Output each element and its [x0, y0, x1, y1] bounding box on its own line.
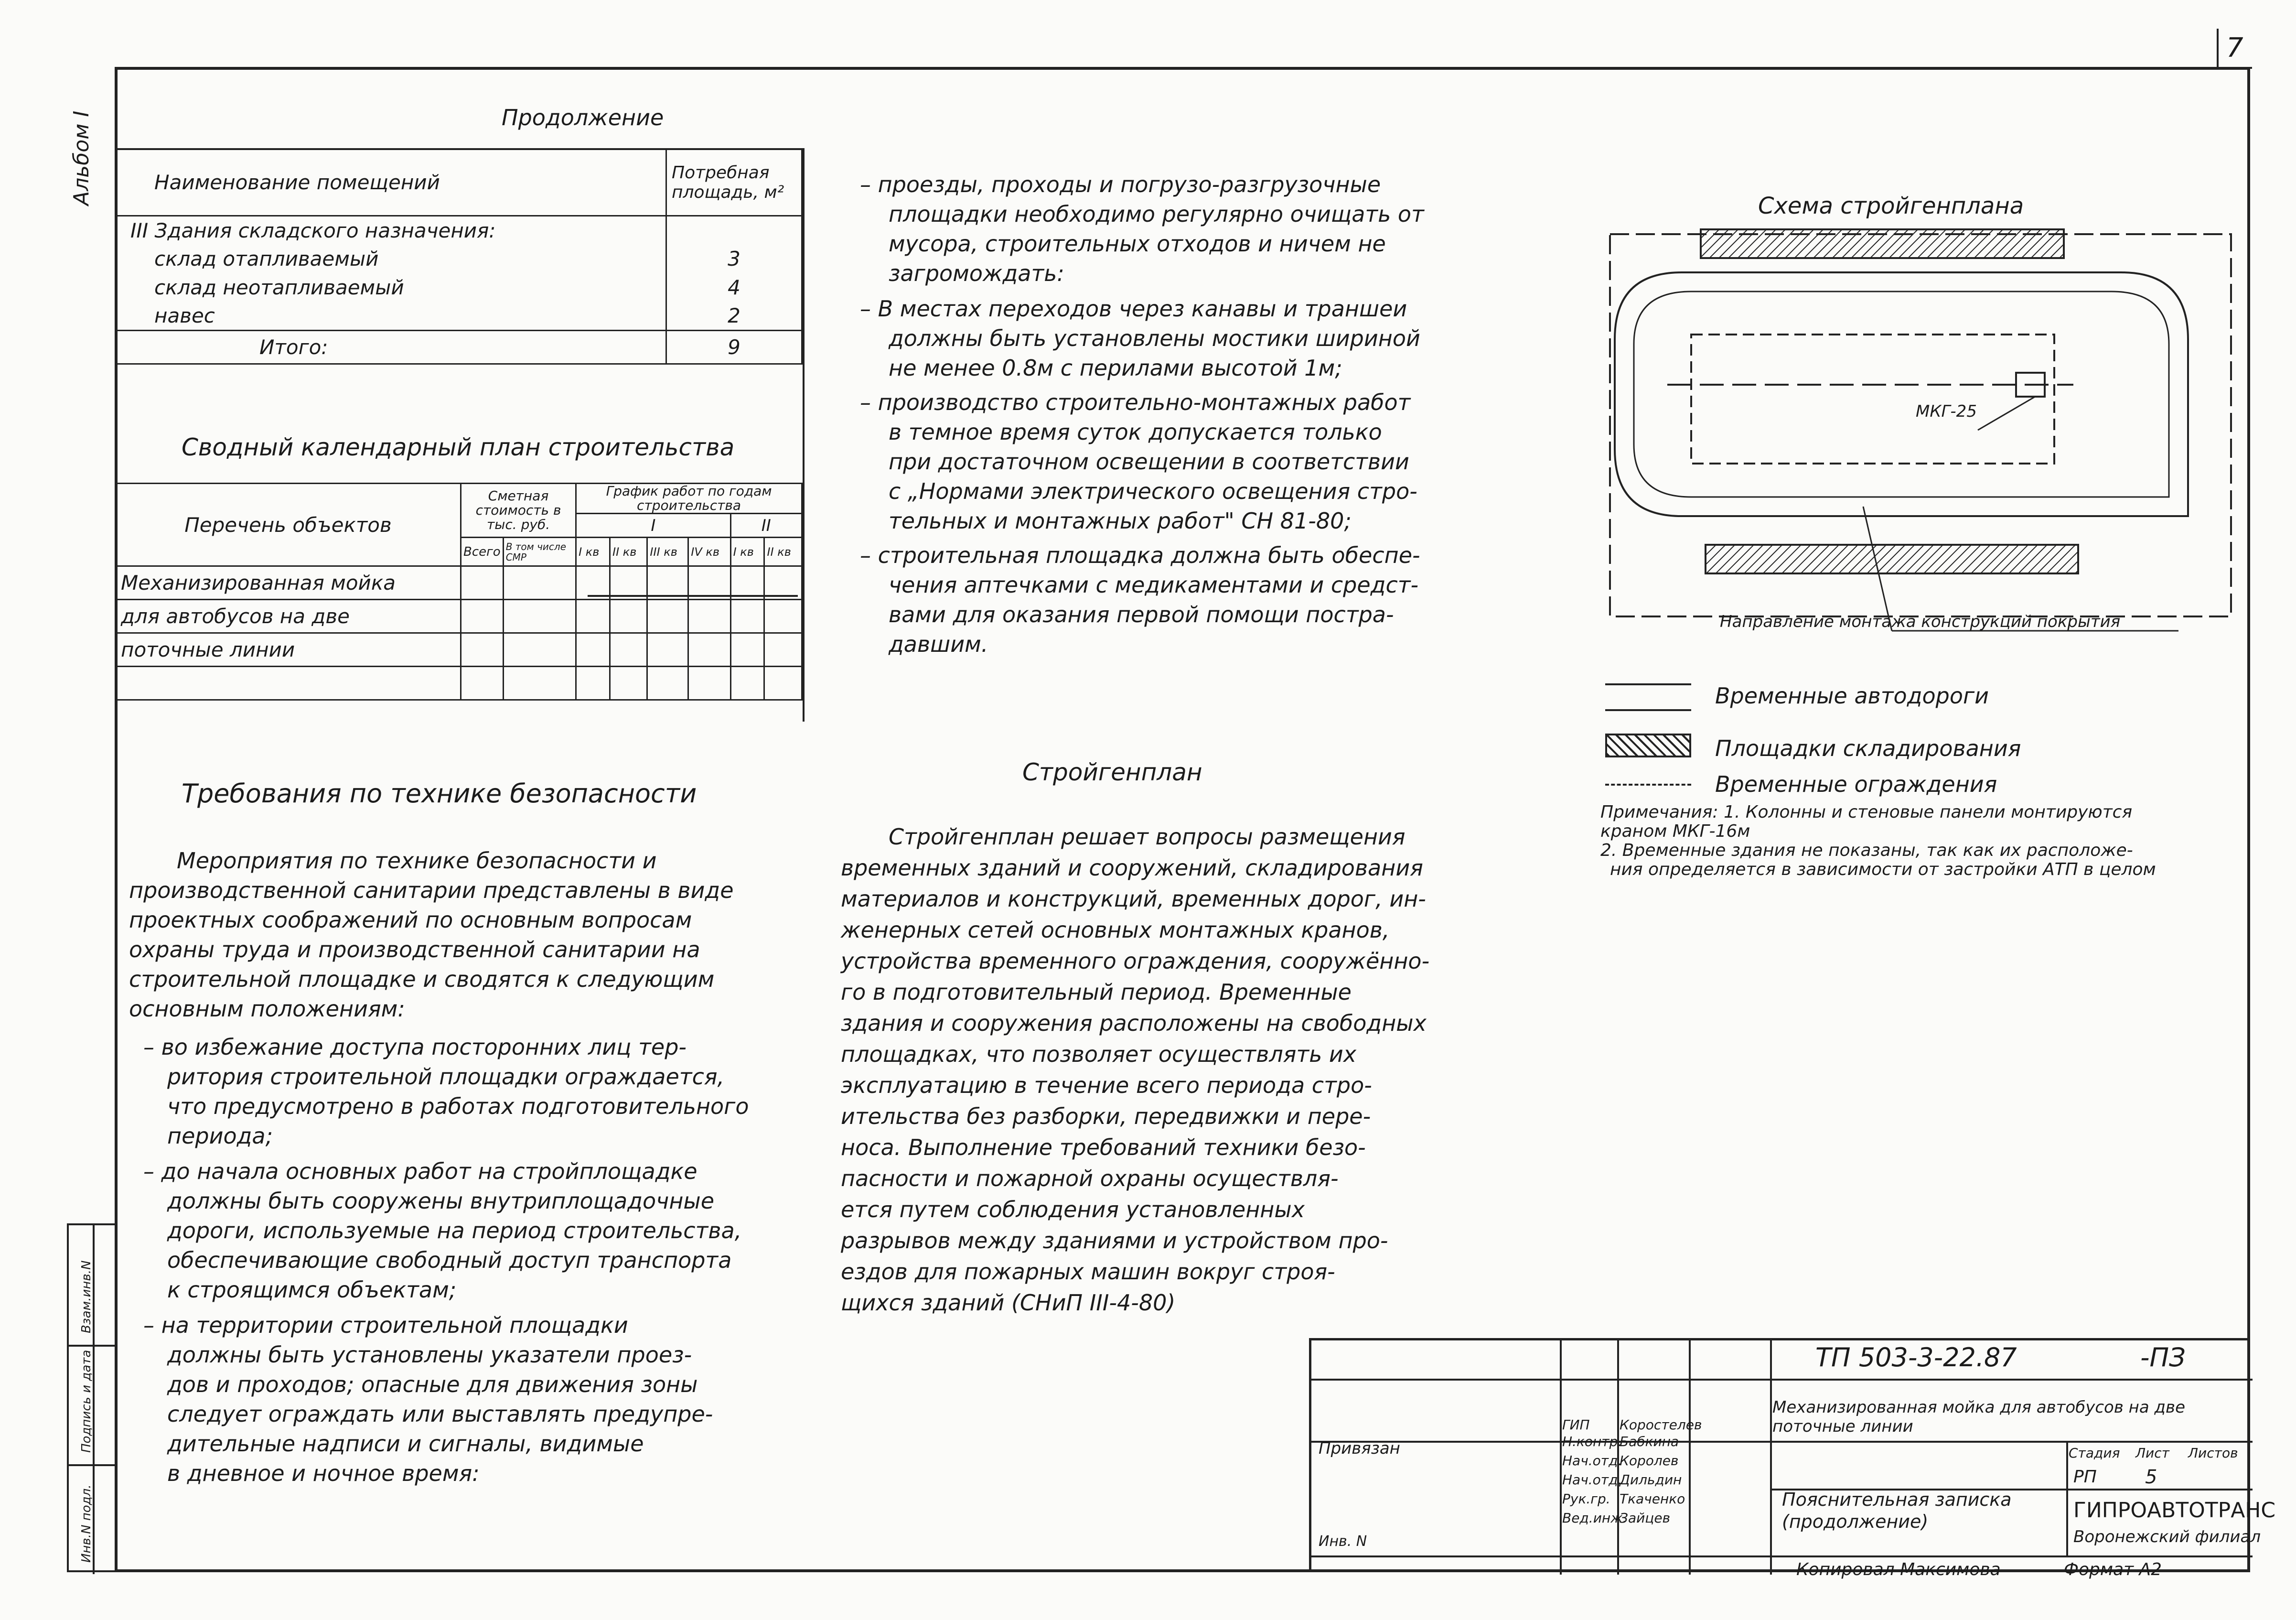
stamp-name: Дильдин [1620, 1472, 1682, 1488]
middle-line: – строительная площадка должна быть обеспе- [860, 542, 1420, 568]
stamp-name: Коростелев [1620, 1417, 1702, 1433]
cal-quarter: IV кв [688, 538, 730, 566]
cal-quarter: II кв [610, 538, 647, 566]
crane-leader [1978, 397, 2035, 430]
left-column-divider [803, 148, 805, 722]
rooms-header-area: Потребная площадь, м² [666, 149, 802, 216]
calendar-table [115, 483, 803, 701]
safety-line: дительные надписи и сигналы, видимые [167, 1431, 644, 1457]
scheme-title: Схема стройгенплана [1758, 193, 2024, 219]
safety-line: – во избежание доступа посторонних лиц тер- [143, 1034, 687, 1060]
stroygenplan-scheme [1596, 220, 2245, 650]
safety-title: Требования по технике безопасности [182, 778, 697, 809]
schedule-bar [588, 595, 798, 597]
stamp-col-sheet: Лист [2135, 1445, 2169, 1461]
stroygenplan-title: Стройгенплан [1022, 758, 1202, 786]
middle-line: давшим. [889, 631, 988, 657]
stamp-org-branch: Воронежский филиал [2073, 1527, 2261, 1546]
storage-area-top [1701, 229, 2064, 258]
stamp-inv: Инв. N [1319, 1533, 1367, 1550]
middle-line: мусора, строительных отходов и ничем не [889, 231, 1386, 257]
safety-line: проектных соображений по основным вопросам [129, 907, 692, 933]
stamp-stage: РП [2073, 1467, 2097, 1487]
stamp-sheet: 5 [2145, 1466, 2157, 1488]
building-outline [1691, 335, 2054, 464]
middle-line: должны быть установлены мостики шириной [889, 325, 1420, 351]
notes-line: краном МКГ-16м [1600, 821, 1750, 841]
cal-year-2: II [730, 514, 802, 538]
middle-line: площадки необходимо регулярно очищать от [889, 201, 1424, 227]
stroygenplan-line: временных зданий и сооружений, складирования [841, 855, 1423, 881]
safety-line: периода; [167, 1123, 273, 1149]
safety-line: должны быть сооружены внутриплощадочные [167, 1188, 715, 1214]
stamp-doc-name: Пояснительная записка (продолжение) [1782, 1489, 2012, 1532]
stamp-col-sheets: Листов [2188, 1445, 2238, 1461]
rooms-total-value: 9 [666, 331, 802, 364]
cal-col-smr: В том числе СМР [503, 538, 576, 566]
stroygenplan-line: ездов для пожарных машин вокруг строя- [841, 1259, 1335, 1285]
legend-storage-symbol [1605, 734, 1691, 757]
copied-by: Копировал Максимова [1796, 1560, 2001, 1579]
safety-line: что предусмотрено в работах подготовительного [167, 1093, 749, 1119]
stamp-code: ТП 503-3-22.87 [1815, 1342, 2017, 1372]
cal-quarter: III кв [647, 538, 688, 566]
stroygenplan-line: разрывов между зданиями и устройством про- [841, 1228, 1388, 1253]
safety-line: строительной площадке и сводятся к следующим [129, 966, 715, 992]
safety-line: Мероприятия по технике безопасности и [177, 848, 657, 874]
cal-object-line: поточные линии [116, 633, 461, 667]
stroygenplan-line: женерных сетей основных монтажных кранов, [841, 917, 1390, 943]
direction-label: Направление монтажа конструкций покрытия [1720, 612, 2121, 631]
stamp-project-name: Механизированная мойка для автобусов на две поточные линии [1772, 1398, 2185, 1436]
stamp-role: ГИП [1562, 1417, 1590, 1433]
cal-quarter: II кв [764, 538, 802, 566]
notes-line: 2. Временные здания не показаны, так как их расположе- [1600, 841, 2133, 860]
stroygenplan-line: го в подготовительный период. Временные [841, 979, 1352, 1005]
middle-line: – проезды, проходы и погрузо-разгрузочные [860, 172, 1381, 197]
stamp-sheet-type: -ПЗ [2140, 1342, 2186, 1372]
middle-line: не менее 0.8м с перилами высотой 1м; [889, 355, 1342, 381]
rooms-row-value: 3 [666, 245, 802, 273]
crane-label: МКГ-25 [1916, 402, 1977, 421]
cal-object-line: Механизированная мойка [116, 566, 461, 600]
safety-line: дов и проходов; опасные для движения зоны [167, 1372, 698, 1397]
rooms-row-value [666, 216, 802, 245]
stroygenplan-line: Стройгенплан решает вопросы размещения [889, 824, 1405, 850]
safety-line: – до начала основных работ на стройплощадке [143, 1158, 697, 1184]
middle-line: вами для оказания первой помощи постра- [889, 602, 1394, 627]
side-stamp-vzam: Взам.инв.N [79, 1260, 94, 1333]
cal-header-cost: Сметная стоимость в тыс. руб. [461, 484, 576, 538]
legend-fence-symbol [1605, 784, 1691, 788]
legend-road-symbol [1605, 683, 1691, 711]
rooms-total-label: Итого: [116, 331, 666, 364]
stamp-role: Вед.инж. [1562, 1510, 1627, 1526]
continuation-label: Продолжение [502, 105, 664, 130]
cal-header-objects: Перечень объектов [116, 484, 461, 566]
notes-line: Примечания: 1. Колонны и стеновые панели монтируются [1600, 802, 2133, 822]
stroygenplan-line: эксплуатацию в течение всего периода стро- [841, 1072, 1372, 1098]
calendar-title: Сводный календарный план строительства [182, 433, 735, 461]
album-label: Альбом I [69, 110, 94, 205]
stamp-role: Рук.гр. [1562, 1491, 1610, 1507]
stroygenplan-line: здания и сооружения расположены на свободных [841, 1010, 1427, 1036]
rooms-row-value: 4 [666, 273, 802, 302]
safety-line: в дневное и ночное время: [167, 1460, 480, 1486]
stamp-role: Нач.отд. [1562, 1453, 1622, 1469]
middle-line: при достаточном освещении в соответствии [889, 449, 1409, 475]
stroygenplan-line: устройства временного ограждения, сооружённо- [841, 948, 1430, 974]
rooms-header-name: Наименование помещений [116, 149, 666, 216]
legend-fence-label: Временные ограждения [1715, 771, 1997, 797]
safety-line: к строящимся объектам; [167, 1277, 457, 1303]
stroygenplan-line: площадках, что позволяет осуществлять их [841, 1041, 1357, 1067]
stamp-name: Бабкина [1620, 1434, 1679, 1449]
rooms-table [115, 148, 803, 365]
middle-line: тельных и монтажных работ" СН 81-80; [889, 508, 1352, 534]
page-number: 7 [2226, 32, 2243, 64]
middle-line: с „Нормами электрического освещения стро- [889, 478, 1417, 504]
stamp-col-stage: Стадия [2069, 1445, 2120, 1461]
stroygenplan-line: ется путем соблюдения установленных [841, 1197, 1305, 1222]
cal-col-total: Всего [461, 538, 504, 566]
middle-line: в темное время суток допускается только [889, 419, 1382, 445]
stamp-role: Нач.отд. [1562, 1472, 1622, 1488]
cal-header-schedule: График работ по годам строительства [576, 484, 802, 514]
middle-line: загромождать: [889, 260, 1064, 286]
cal-year-1: I [576, 514, 730, 538]
safety-line: производственной санитарии представлены в виде [129, 877, 734, 903]
safety-line: ритория строительной площадки ограждается, [167, 1064, 725, 1090]
stroygenplan-line: материалов и конструкций, временных дорог, ин- [841, 886, 1426, 912]
middle-line: чения аптечками с медикаментами и средст- [889, 572, 1419, 598]
safety-line: следует ограждать или выставлять предупре- [167, 1401, 713, 1427]
middle-line: – В местах переходов через канавы и траншеи [860, 296, 1407, 322]
cal-object-line: для автобусов на две [116, 600, 461, 633]
rooms-row-name: склад неотапливаемый [116, 273, 666, 302]
safety-line: должны быть установлены указатели проез- [167, 1342, 692, 1368]
rooms-row-name: склад отапливаемый [116, 245, 666, 273]
stroygenplan-line: ительства без разборки, передвижки и пере- [841, 1103, 1371, 1129]
cal-quarter: I кв [730, 538, 764, 566]
side-stamp-inv: Инв.N подл. [79, 1484, 94, 1563]
storage-area-bottom [1706, 545, 2078, 573]
stamp-org: ГИПРОАВТОТРАНС [2073, 1498, 2276, 1523]
rooms-row-name: навес [116, 302, 666, 331]
middle-line: – производство строительно-монтажных работ [860, 389, 1411, 415]
cal-quarter: I кв [576, 538, 610, 566]
stroygenplan-line: пасности и пожарной охраны осуществля- [841, 1166, 1339, 1191]
sheet-format: Формат А2 [2064, 1560, 2162, 1579]
legend-road-label: Временные автодороги [1715, 683, 1989, 709]
stamp-name: Зайцев [1620, 1510, 1671, 1526]
temporary-road [1615, 272, 2188, 516]
stroygenplan-line: носа. Выполнение требований техники безо- [841, 1134, 1366, 1160]
rooms-row-value: 2 [666, 302, 802, 331]
stamp-name: Ткаченко [1620, 1491, 1685, 1507]
notes-line: ния определяется в зависимости от застройки АТП в целом [1610, 860, 2156, 879]
safety-line: основным положениям: [129, 996, 405, 1022]
safety-line: охраны труда и производственной санитарии на [129, 937, 700, 962]
rooms-row-name: III Здания складского назначения: [116, 216, 666, 245]
safety-line: дороги, используемые на период строительства, [167, 1218, 742, 1243]
side-stamp-sign: Подпись и дата [79, 1350, 94, 1453]
safety-line: – на территории строительной площадки [143, 1312, 628, 1338]
safety-line: обеспечивающие свободный доступ транспорта [167, 1247, 732, 1273]
temporary-road-inner [1634, 292, 2169, 497]
stamp-privyazan: Привязан [1319, 1439, 1400, 1458]
stroygenplan-line: щихся зданий (СНиП III-4-80) [841, 1290, 1176, 1316]
stamp-role: Н.контр. [1562, 1434, 1622, 1449]
legend-storage-label: Площадки складирования [1715, 735, 2021, 761]
stamp-name: Королев [1620, 1453, 1679, 1469]
